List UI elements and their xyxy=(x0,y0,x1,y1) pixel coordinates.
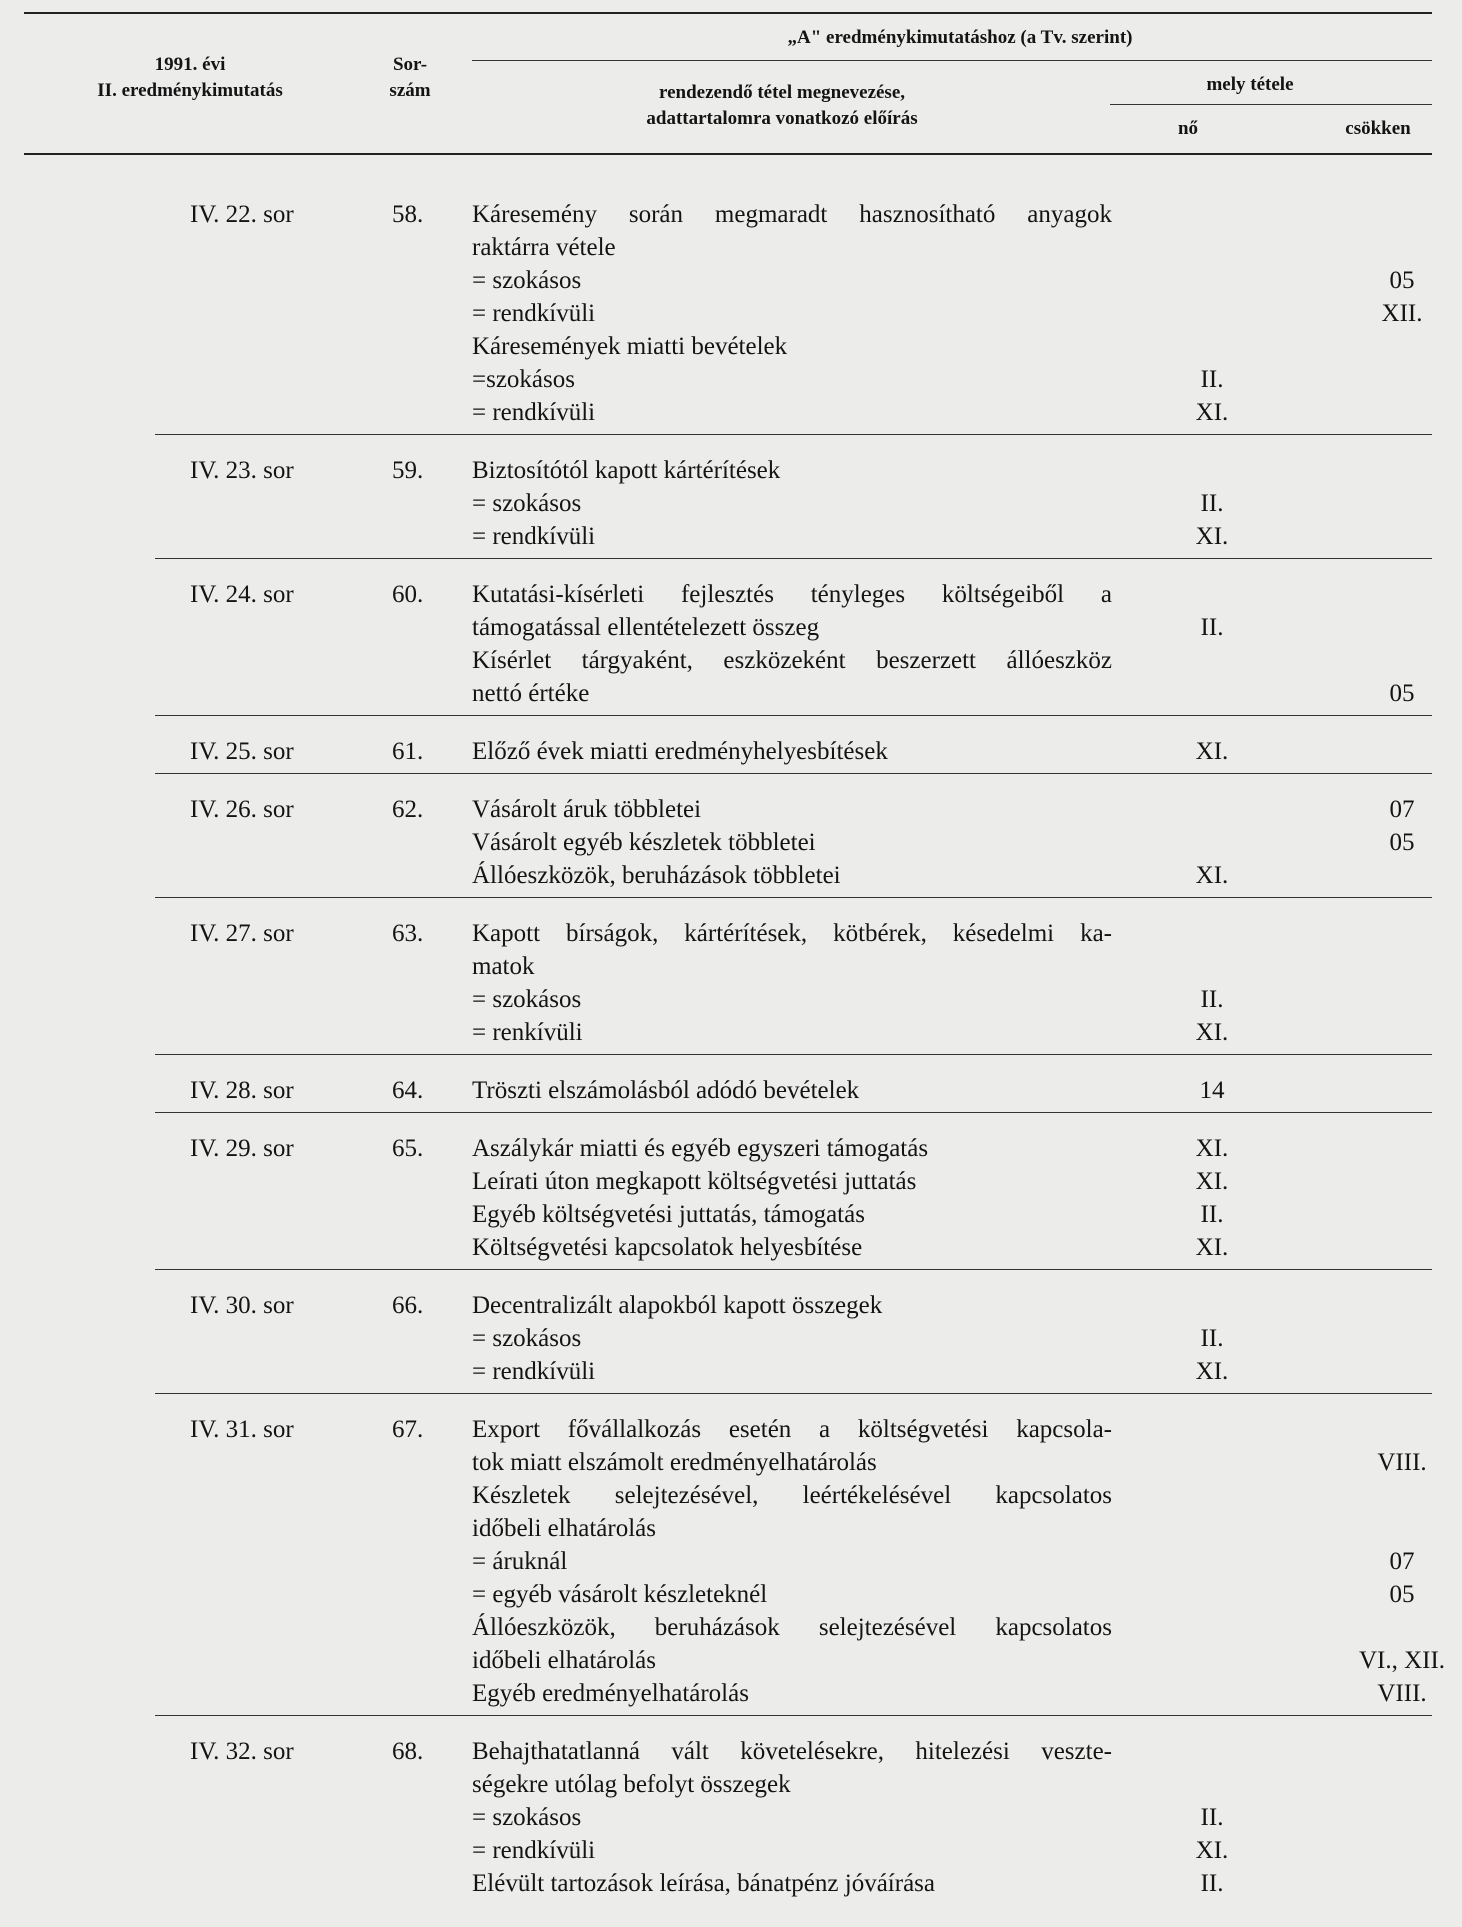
item-line xyxy=(472,264,1415,297)
header-group-rule xyxy=(472,60,1432,61)
item-text: időbeli elhatárolás xyxy=(472,1515,656,1542)
item-text: Egyéb költségvetési juttatás, támogatás xyxy=(472,1201,865,1228)
item-line xyxy=(472,330,1112,363)
item-text: = áruknál xyxy=(472,1548,568,1575)
header-col1-line2: II. eredménykimutatás xyxy=(97,80,283,101)
increase-code: XI. xyxy=(1195,1168,1229,1195)
item-line xyxy=(472,1801,1224,1834)
item-line xyxy=(472,1165,1229,1198)
item-text: Decentralizált alapokból kapott összegek xyxy=(472,1292,883,1319)
header-group-title: „A" eredménykimutatáshoz (a Tv. szerint) xyxy=(787,27,1133,48)
decrease-code: VIII. xyxy=(1377,1449,1427,1476)
item-text: = egyéb vásárolt készleteknél xyxy=(472,1581,768,1608)
item-lines xyxy=(472,578,1415,710)
item-line xyxy=(472,1644,1446,1677)
header-item-line2: adattartalomra vonatkozó előírás xyxy=(646,108,918,129)
item-line xyxy=(472,396,1229,429)
row-number: 58. xyxy=(392,201,424,228)
row-number: 64. xyxy=(392,1077,424,1104)
header-item-line1: rendezendő tétel megnevezése, xyxy=(658,82,906,103)
row-separator xyxy=(155,1393,1432,1394)
row-separator xyxy=(155,773,1432,774)
item-text: Káresemények miatti bevételek xyxy=(472,333,788,360)
item-text: = szokásos xyxy=(472,1804,582,1831)
increase-code: II. xyxy=(1200,1804,1224,1831)
item-text: Biztosítótól kapott kártérítések xyxy=(472,457,781,484)
row-separator xyxy=(155,1715,1432,1716)
item-lines xyxy=(472,917,1229,1049)
item-text: = szokásos xyxy=(472,490,582,517)
header-mely-tetele: mely tétele xyxy=(1206,74,1294,95)
row-number: 63. xyxy=(392,920,424,947)
row-reference: IV. 27. sor xyxy=(190,920,294,947)
row-number: 65. xyxy=(392,1135,424,1162)
item-lines xyxy=(472,1289,1229,1388)
item-line xyxy=(472,1867,1224,1900)
row-separator xyxy=(155,897,1432,898)
item-line xyxy=(472,950,1112,983)
increase-code: XI. xyxy=(1195,523,1229,550)
row-separator xyxy=(155,715,1432,716)
decrease-code: VI., XII. xyxy=(1358,1647,1446,1674)
row-reference: IV. 32. sor xyxy=(190,1738,294,1765)
item-text: = rendkívüli xyxy=(472,300,596,327)
row-separator xyxy=(155,1112,1432,1113)
item-text: Készletek selejtezésével, leértékelésével kapcsolatos xyxy=(472,1482,1112,1509)
increase-code: II. xyxy=(1200,1201,1224,1228)
row-reference: IV. 29. sor xyxy=(190,1135,294,1162)
item-lines xyxy=(472,1413,1446,1710)
header-col2 xyxy=(365,52,455,104)
row-reference: IV. 28. sor xyxy=(190,1077,294,1104)
row-number: 59. xyxy=(392,457,424,484)
item-text: Állóeszközök, beruházások selejtezésével kapcsolatos xyxy=(472,1614,1112,1641)
item-text: = rendkívüli xyxy=(472,1358,596,1385)
row-number: 60. xyxy=(392,581,424,608)
item-text: Költségvetési kapcsolatok helyesbítése xyxy=(472,1234,863,1261)
increase-code: XI. xyxy=(1195,862,1229,889)
row-number: 66. xyxy=(392,1292,424,1319)
item-text: = renkívüli xyxy=(472,1019,583,1046)
decrease-code: 07 xyxy=(1389,1548,1415,1575)
item-text: Káresemény során megmaradt hasznosítható anyagok xyxy=(472,201,1112,228)
item-line xyxy=(472,644,1112,677)
item-line xyxy=(472,1677,1427,1710)
item-text: Leírati úton megkapott költségvetési juttatás xyxy=(472,1168,917,1195)
item-text: Export fővállalkozás esetén a költségvetési kapcsola- xyxy=(472,1416,1112,1443)
decrease-code: 05 xyxy=(1389,829,1415,856)
item-text: = szokásos xyxy=(472,1325,582,1352)
header-col1-line1: 1991. évi xyxy=(154,54,226,75)
item-line xyxy=(472,198,1112,231)
item-line xyxy=(472,1016,1229,1049)
increase-code: XI. xyxy=(1195,1837,1229,1864)
item-text: Aszálykár miatti és egyéb egyszeri támogatás xyxy=(472,1135,929,1162)
item-text: Előző évek miatti eredményhelyesbítések xyxy=(472,738,888,765)
decrease-code: VIII. xyxy=(1377,1680,1427,1707)
increase-code: II. xyxy=(1200,1325,1224,1352)
item-text: = rendkívüli xyxy=(472,523,596,550)
row-separator xyxy=(155,434,1432,435)
row-separator xyxy=(155,558,1432,559)
item-text: = szokásos xyxy=(472,986,582,1013)
item-line xyxy=(472,1198,1224,1231)
row-reference: IV. 23. sor xyxy=(190,457,294,484)
item-line xyxy=(472,1735,1112,1768)
item-text: Elévült tartozások leírása, bánatpénz jóváírása xyxy=(472,1870,935,1897)
decrease-code: XII. xyxy=(1381,300,1423,327)
row-reference: IV. 26. sor xyxy=(190,796,294,823)
increase-code: XI. xyxy=(1195,1019,1229,1046)
increase-code: II. xyxy=(1200,986,1224,1013)
increase-code: II. xyxy=(1200,366,1224,393)
item-lines xyxy=(472,454,1229,553)
row-separator xyxy=(155,1054,1432,1055)
item-line xyxy=(472,487,1224,520)
item-line xyxy=(472,1231,1229,1264)
decrease-code: 05 xyxy=(1389,1581,1415,1608)
item-lines xyxy=(472,1132,1229,1264)
item-line xyxy=(472,1545,1415,1578)
item-line xyxy=(472,1479,1112,1512)
row-reference: IV. 22. sor xyxy=(190,201,294,228)
item-text: ségekre utólag befolyt összegek xyxy=(472,1771,791,1798)
item-lines xyxy=(472,735,1229,768)
item-line xyxy=(472,677,1415,710)
increase-code: XI. xyxy=(1195,1234,1229,1261)
item-text: Behajthatatlanná vált követelésekre, hitelezési veszte- xyxy=(472,1738,1112,1765)
item-line xyxy=(472,1413,1112,1446)
header-subgroup-rule xyxy=(1110,104,1432,105)
item-line xyxy=(472,297,1423,330)
item-line xyxy=(472,1289,1112,1322)
item-line xyxy=(472,1834,1229,1867)
header-col1 xyxy=(80,52,300,104)
header-item xyxy=(572,80,992,132)
increase-code: XI. xyxy=(1195,1358,1229,1385)
item-line xyxy=(472,1768,1112,1801)
increase-code: II. xyxy=(1200,614,1224,641)
top-rule xyxy=(24,12,1432,14)
item-line xyxy=(472,1074,1225,1107)
item-line xyxy=(472,1512,1112,1545)
increase-code: XI. xyxy=(1195,399,1229,426)
header-col2-line2: szám xyxy=(389,80,431,101)
item-line xyxy=(472,1355,1229,1388)
item-text: = rendkívüli xyxy=(472,1837,596,1864)
increase-code: XI. xyxy=(1195,738,1229,765)
row-reference: IV. 25. sor xyxy=(190,738,294,765)
item-line xyxy=(472,231,1112,264)
item-text: Kísérlet tárgyaként, eszközeként beszerzett állóeszköz xyxy=(472,647,1112,674)
item-text: Egyéb eredményelhatárolás xyxy=(472,1680,749,1707)
item-line xyxy=(472,520,1229,553)
item-text: raktárra vétele xyxy=(472,234,616,261)
item-text: = rendkívüli xyxy=(472,399,596,426)
increase-code: XI. xyxy=(1195,1135,1229,1162)
item-text: Vásárolt áruk többletei xyxy=(472,796,702,823)
header-bottom-rule xyxy=(24,153,1432,155)
item-line xyxy=(472,1132,1229,1165)
item-text: Tröszti elszámolásból adódó bevételek xyxy=(472,1077,860,1104)
decrease-code: 05 xyxy=(1389,680,1415,707)
item-line xyxy=(472,363,1224,396)
row-separator xyxy=(155,1269,1432,1270)
decrease-code: 07 xyxy=(1389,796,1415,823)
item-line xyxy=(472,578,1112,611)
item-line xyxy=(472,735,1229,768)
increase-code: II. xyxy=(1200,1870,1224,1897)
item-text: támogatással ellentételezett összeg xyxy=(472,614,820,641)
item-text: =szokásos xyxy=(472,366,575,393)
row-number: 62. xyxy=(392,796,424,823)
row-number: 61. xyxy=(392,738,424,765)
item-text: Vásárolt egyéb készletek többletei xyxy=(472,829,816,856)
header-no: nő xyxy=(1177,118,1199,139)
item-line xyxy=(472,454,1112,487)
item-lines xyxy=(472,793,1415,892)
item-line xyxy=(472,793,1415,826)
item-line xyxy=(472,611,1224,644)
item-lines xyxy=(472,1735,1229,1900)
item-text: időbeli elhatárolás xyxy=(472,1647,656,1674)
header-csokken: csökken xyxy=(1345,118,1411,139)
item-line xyxy=(472,859,1229,892)
row-reference: IV. 24. sor xyxy=(190,581,294,608)
row-reference: IV. 30. sor xyxy=(190,1292,294,1319)
row-reference: IV. 31. sor xyxy=(190,1416,294,1443)
item-text: Kutatási-kísérleti fejlesztés tényleges költségeiből a xyxy=(472,581,1112,608)
item-text: Állóeszközök, beruházások többletei xyxy=(472,862,841,889)
row-number: 67. xyxy=(392,1416,424,1443)
item-line xyxy=(472,917,1112,950)
increase-code: II. xyxy=(1200,490,1224,517)
item-text: nettó értéke xyxy=(472,680,590,707)
item-line xyxy=(472,1578,1415,1611)
increase-code: 14 xyxy=(1199,1077,1225,1104)
item-text: tok miatt elszámolt eredményelhatárolás xyxy=(472,1449,877,1476)
item-line xyxy=(472,1446,1427,1479)
item-text: Kapott bírságok, kártérítések, kötbérek, késedelmi ka- xyxy=(472,920,1112,947)
item-text: matok xyxy=(472,953,535,980)
row-number: 68. xyxy=(392,1738,424,1765)
item-line xyxy=(472,826,1415,859)
item-lines xyxy=(472,198,1423,429)
header-col2-line1: Sor- xyxy=(392,54,428,75)
item-text: = szokásos xyxy=(472,267,582,294)
item-line xyxy=(472,983,1224,1016)
decrease-code: 05 xyxy=(1389,267,1415,294)
item-line xyxy=(472,1322,1224,1355)
item-line xyxy=(472,1611,1112,1644)
item-lines xyxy=(472,1074,1225,1107)
